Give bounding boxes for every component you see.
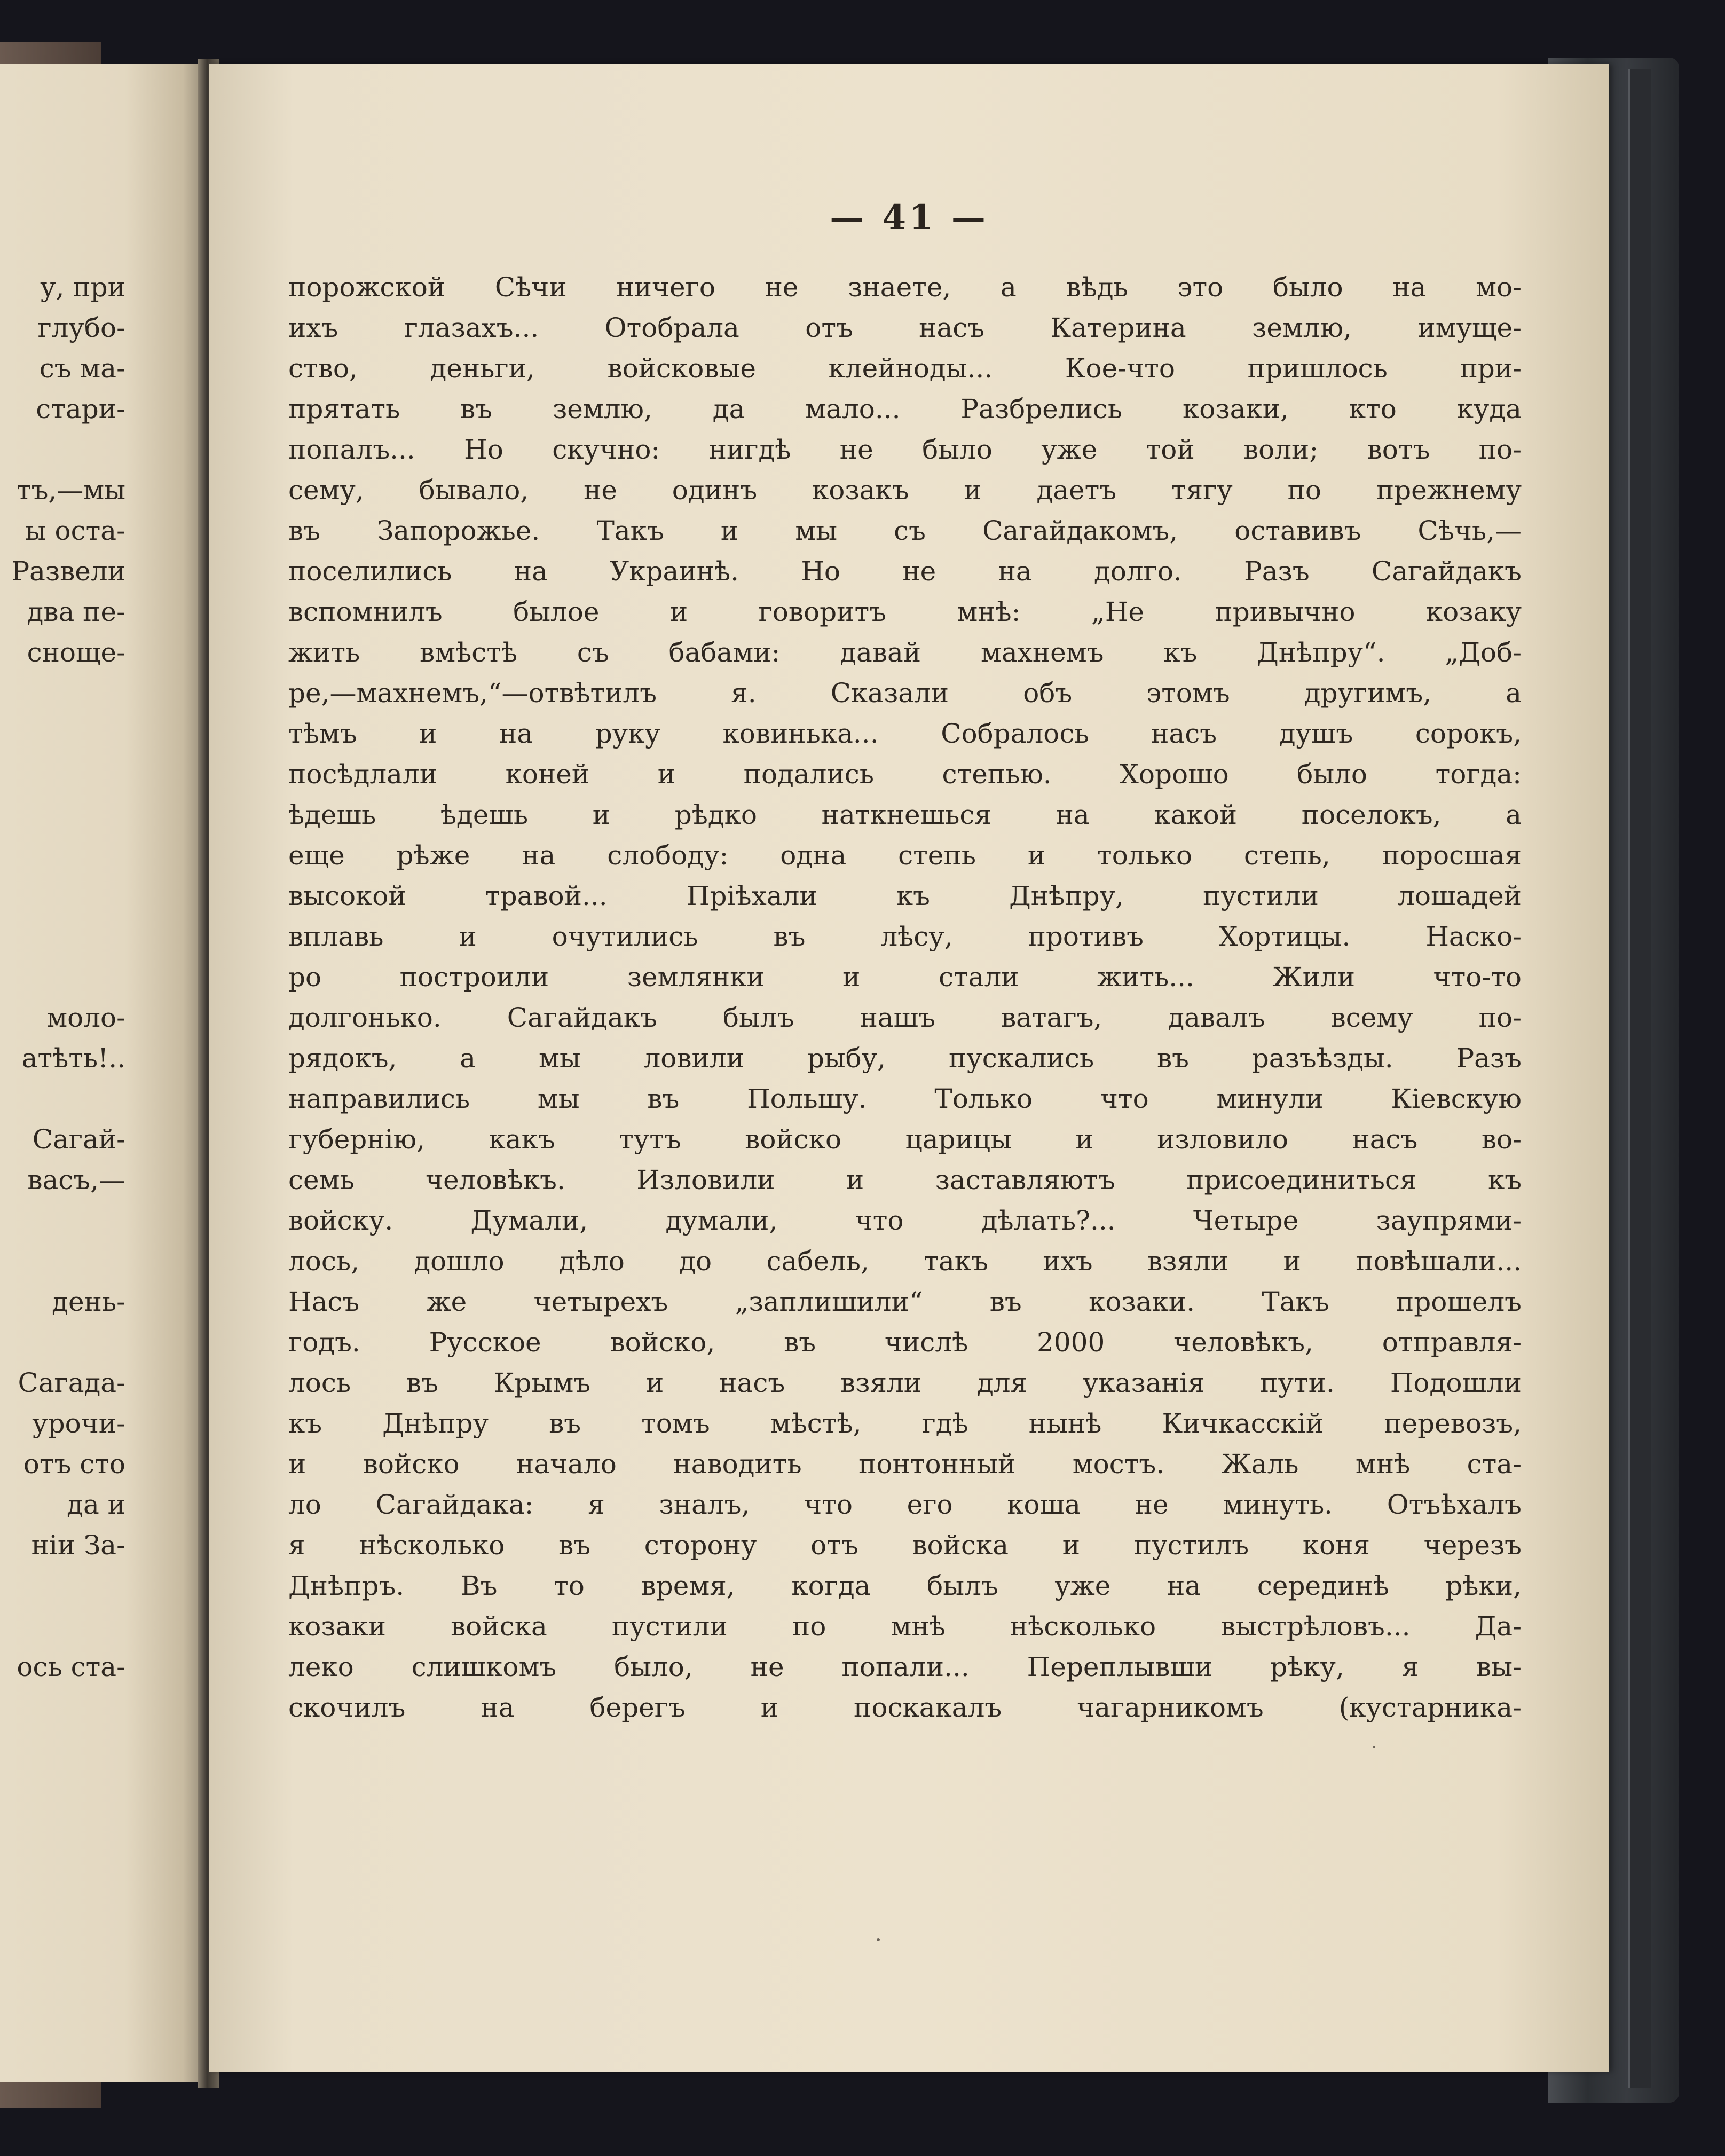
text-line: ро построили землянки и стали жить... Жили что-то <box>288 962 1522 993</box>
text-line: годъ. Русское войско, въ числѣ 2000 человѣкъ, отправля- <box>288 1327 1522 1358</box>
paper-speck <box>1373 1746 1375 1748</box>
left-text-line: Сагай- <box>32 1124 125 1155</box>
left-text-line <box>0 429 125 470</box>
text-line: лось въ Крымъ и насъ взяли для указанiя пути. Подошли <box>288 1367 1522 1398</box>
text-line: семь человѣкъ. Изловили и заставляютъ присоединиться къ <box>288 1164 1522 1195</box>
left-text-line <box>0 794 125 835</box>
paper-speck <box>877 1938 880 1941</box>
left-text-line: ы оста- <box>25 515 125 546</box>
right-cover-spine-strip <box>1628 69 1651 2088</box>
right-page <box>209 64 1609 2072</box>
page-body-text <box>288 267 1522 1728</box>
left-text-line: у, при <box>40 272 125 303</box>
left-text-line <box>0 1241 125 1281</box>
text-line: я нѣсколько въ сторону отъ войска и пустилъ коня черезъ <box>288 1530 1522 1561</box>
text-line: попалъ... Но скучно: нигдѣ не было уже той воли; вотъ по- <box>288 434 1522 465</box>
text-line: губернiю, какъ тутъ войско царицы и изловило насъ во- <box>288 1124 1522 1155</box>
text-line: и войско начало наводить понтонный мостъ. Жаль мнѣ ста- <box>288 1449 1522 1480</box>
left-text-line <box>0 876 125 916</box>
left-text-line: Сагада- <box>18 1367 125 1398</box>
left-text-line: день- <box>52 1286 125 1317</box>
text-line: ре,—махнемъ,“—отвѣтилъ я. Сказали объ этомъ другимъ, а <box>288 678 1522 709</box>
left-text-line: урочи- <box>32 1408 125 1439</box>
text-line: скочилъ на берегъ и поскакалъ чагарникомъ (кустарника- <box>288 1692 1522 1723</box>
left-text-line: васъ,— <box>27 1164 125 1195</box>
left-text-line: да и <box>67 1489 125 1520</box>
left-text-line: глубо- <box>37 312 125 343</box>
left-text-line <box>0 754 125 794</box>
text-line: еще рѣже на слободу: одна степь и только степь, поросшая <box>288 840 1522 871</box>
left-text-line: моло- <box>46 1002 125 1033</box>
left-text-line: два пе- <box>27 596 125 627</box>
text-line: къ Днѣпру въ томъ мѣстѣ, гдѣ нынѣ Кичкасскiй перевозъ, <box>288 1408 1522 1439</box>
text-line: поселились на Украинѣ. Но не на долго. Разъ Сагайдакъ <box>288 556 1522 587</box>
text-line: жить вмѣстѣ съ бабами: давай махнемъ къ Днѣпру“. „Доб- <box>288 637 1522 668</box>
left-text-line: ось ста- <box>17 1651 125 1682</box>
left-text-line <box>0 1322 125 1363</box>
text-line: высокой травой... Прiѣхали къ Днѣпру, пустили лошадей <box>288 880 1522 911</box>
text-line: прятать въ землю, да мало... Разбрелись козаки, кто куда <box>288 394 1522 424</box>
left-text-line: Развели <box>11 556 125 587</box>
text-line: ѣдешь ѣдешь и рѣдко наткнешься на какой поселокъ, а <box>288 799 1522 830</box>
left-text-line <box>0 835 125 876</box>
text-line: въ Запорожье. Такъ и мы съ Сагайдакомъ, оставивъ Сѣчь,— <box>288 515 1522 546</box>
text-line: посѣдлали коней и подались степью. Хорошо было тогда: <box>288 759 1522 790</box>
left-text-line <box>0 1606 125 1647</box>
left-text-line: стари- <box>36 394 125 424</box>
left-text-line <box>0 957 125 997</box>
text-line: козаки войска пустили по мнѣ нѣсколько выстрѣловъ... Да- <box>288 1611 1522 1642</box>
text-line: Днѣпръ. Въ то время, когда былъ уже на серединѣ рѣки, <box>288 1570 1522 1601</box>
text-line: лось, дошло дѣло до сабель, такъ ихъ взяли и повѣшали... <box>288 1246 1522 1277</box>
text-line: направились мы въ Польшу. Только что минули Кiевскую <box>288 1083 1522 1114</box>
text-line: порожской Сѣчи ничего не знаете, а вѣдь это было на мо- <box>288 272 1522 303</box>
text-line: сему, бывало, не одинъ козакъ и даетъ тягу по прежнему <box>288 475 1522 506</box>
left-text-line <box>0 1079 125 1119</box>
left-text-line <box>0 1200 125 1241</box>
left-text-line <box>0 1565 125 1606</box>
left-page <box>0 64 208 2082</box>
left-text-line: сноще- <box>27 637 125 668</box>
left-text-line <box>0 713 125 754</box>
left-text-line: атѣть!.. <box>21 1043 125 1074</box>
text-line: вспомнилъ былое и говоритъ мнѣ: „Не привычно козаку <box>288 596 1522 627</box>
page-number: — 41 — <box>830 198 989 238</box>
text-line: ло Сагайдака: я зналъ, что его коша не минуть. Отъѣхалъ <box>288 1489 1522 1520</box>
text-line: леко слишкомъ было, не попали... Переплывши рѣку, я вы- <box>288 1651 1522 1682</box>
text-line: Насъ же четырехъ „заплишили“ въ козаки. Такъ прошелъ <box>288 1286 1522 1317</box>
text-line: рядокъ, а мы ловили рыбу, пускались въ разъѣзды. Разъ <box>288 1043 1522 1074</box>
text-line: долгонько. Сагайдакъ былъ нашъ ватагъ, давалъ всему по- <box>288 1002 1522 1033</box>
left-text-line: тъ,—мы <box>16 475 125 506</box>
left-text-line <box>0 916 125 957</box>
text-line: ихъ глазахъ... Отобрала отъ насъ Катерина землю, имуще- <box>288 312 1522 343</box>
left-text-line: отъ сто <box>23 1449 125 1480</box>
left-text-line: нiи За- <box>31 1530 125 1561</box>
text-line: войску. Думали, думали, что дѣлать?... Четыре заупрями- <box>288 1205 1522 1236</box>
left-text-line <box>0 673 125 713</box>
text-line: вплавь и очутились въ лѣсу, противъ Хортицы. Наско- <box>288 921 1522 952</box>
text-line: ство, деньги, войсковые клейноды... Кое-что пришлось при- <box>288 353 1522 384</box>
text-line: тѣмъ и на руку ковинька... Собралось насъ душъ сорокъ, <box>288 718 1522 749</box>
left-page-text <box>0 267 125 1687</box>
left-text-line: съ ма- <box>39 353 125 384</box>
